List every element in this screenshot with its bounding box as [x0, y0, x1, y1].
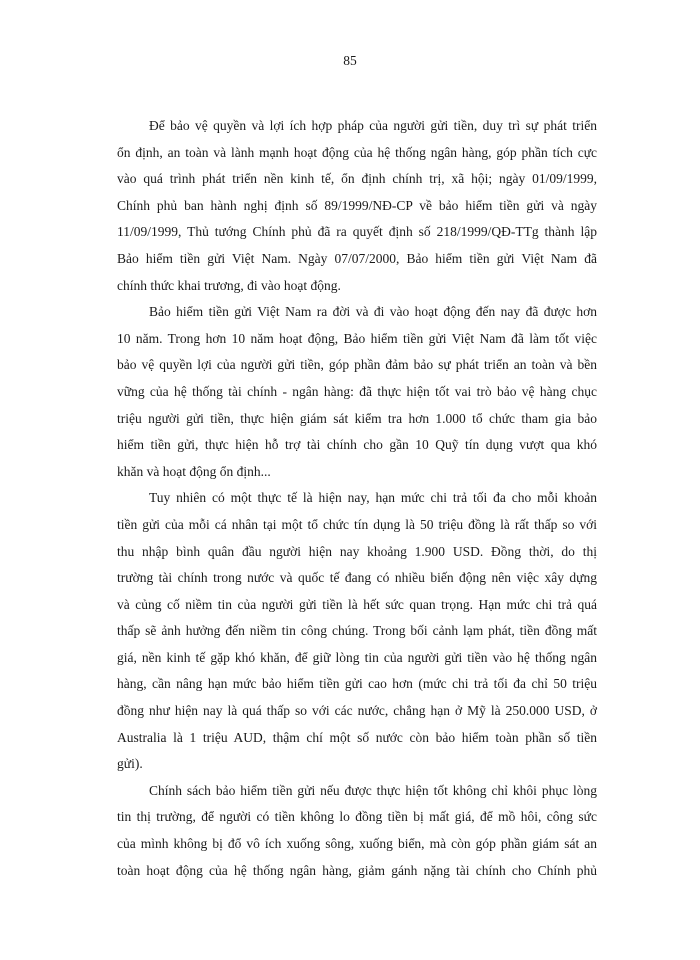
text-line: vững của hệ thống tài chính - ngân hàng: đã thực hiện tốt vai trò bảo vệ hàng chục: [117, 383, 597, 399]
text-line: triệu người gửi tiền, thực hiện giám sát kiểm tra hơn 1.000 tổ chức tham gia bảo: [117, 410, 597, 426]
text-line: thu nhập bình quân đầu người hiện nay khoảng 1.900 USD. Đồng thời, do thị: [117, 543, 597, 559]
text-line: tiền gửi của mỗi cá nhân tại một tổ chức tín dụng là 50 triệu đồng là rất thấp so với: [117, 516, 597, 532]
text-line: trường tài chính trong nước và quốc tế đang có nhiều biến động nên việc xây dựng: [117, 570, 597, 586]
text-line: hàng, cần nâng hạn mức bảo hiểm tiền gửi cao hơn (mức chi trả tối đa chỉ 50 triệu: [117, 676, 597, 692]
paragraph: [117, 778, 597, 884]
text-line: hiểm tiền gửi, thực hiện hỗ trợ tài chính cho gần 10 Quỹ tín dụng vượt qua khó: [117, 437, 597, 453]
text-line: ổn định, an toàn và lành mạnh hoạt động của hệ thống ngân hàng, góp phần tích cực: [117, 144, 597, 160]
text-line: tin thị trường, để người có tiền không lo đồng tiền bị mất giá, để mồ hôi, công sức: [117, 809, 597, 825]
text-line: gửi).: [117, 756, 143, 772]
text-line: vào quá trình phát triển nền kinh tế, ổn định chính trị, xã hội; ngày 01/09/1999,: [117, 171, 597, 187]
text-line: Australia là 1 triệu AUD, thậm chí một số nước còn bảo hiểm toàn phần số tiền: [117, 729, 597, 745]
paragraph: [117, 299, 597, 485]
text-line: của mình không bị đổ vô ích xuống sông, xuống biển, mà còn góp phần giám sát an: [117, 836, 597, 852]
text-line: thấp sẽ ảnh hưởng đến niềm tin công chúng. Trong bối cảnh lạm phát, tiền đồng mất: [117, 623, 597, 639]
text-line: Tuy nhiên có một thực tế là hiện nay, hạn mức chi trả tối đa cho mỗi khoản: [149, 490, 597, 506]
text-line: 11/09/1999, Thủ tướng Chính phủ đã ra quyết định số 218/1999/QĐ-TTg thành lập: [117, 224, 597, 240]
text-line: đồng như hiện nay là quá thấp so với các nước, chẳng hạn ở Mỹ là 250.000 USD, ở: [117, 703, 597, 719]
text-line: Chính phủ ban hành nghị định số 89/1999/NĐ-CP về bảo hiểm tiền gửi và ngày: [117, 197, 597, 213]
text-line: Chính sách bảo hiểm tiền gửi nếu được thực hiện tốt không chỉ khôi phục lòng: [149, 782, 597, 798]
text-line: toàn hoạt động của hệ thống ngân hàng, giảm gánh nặng tài chính cho Chính phủ: [117, 862, 597, 878]
text-line: và củng cố niềm tin của người gửi tiền là hết sức quan trọng. Hạn mức chi trả quá: [117, 596, 597, 612]
text-line: bảo vệ quyền lợi của người gửi tiền, góp phần đảm bảo sự phát triển an toàn và bền: [117, 357, 597, 373]
text-line: chính thức khai trương, đi vào hoạt động.: [117, 277, 341, 293]
page-number: 85: [343, 53, 357, 68]
text-line: giá, nền kinh tế gặp khó khăn, để giữ lòng tin của người gửi tiền vào hệ thống ngân: [117, 649, 597, 665]
paragraph: [117, 485, 597, 778]
text-line: 10 năm. Trong hơn 10 năm hoạt động, Bảo hiểm tiền gửi Việt Nam đã làm tốt việc: [117, 330, 597, 346]
text-line: Bảo hiểm tiền gửi Việt Nam ra đời và đi vào hoạt động đến nay đã được hơn: [149, 304, 597, 320]
text-line: Để bảo vệ quyền và lợi ích hợp pháp của người gửi tiền, duy trì sự phát triển: [149, 118, 597, 133]
paragraph: [117, 113, 597, 299]
text-line: Bảo hiểm tiền gửi Việt Nam. Ngày 07/07/2000, Bảo hiểm tiền gửi Việt Nam đã: [117, 250, 597, 266]
body-text: [117, 113, 597, 884]
text-line: khăn và hoạt động ổn định...: [117, 463, 271, 479]
